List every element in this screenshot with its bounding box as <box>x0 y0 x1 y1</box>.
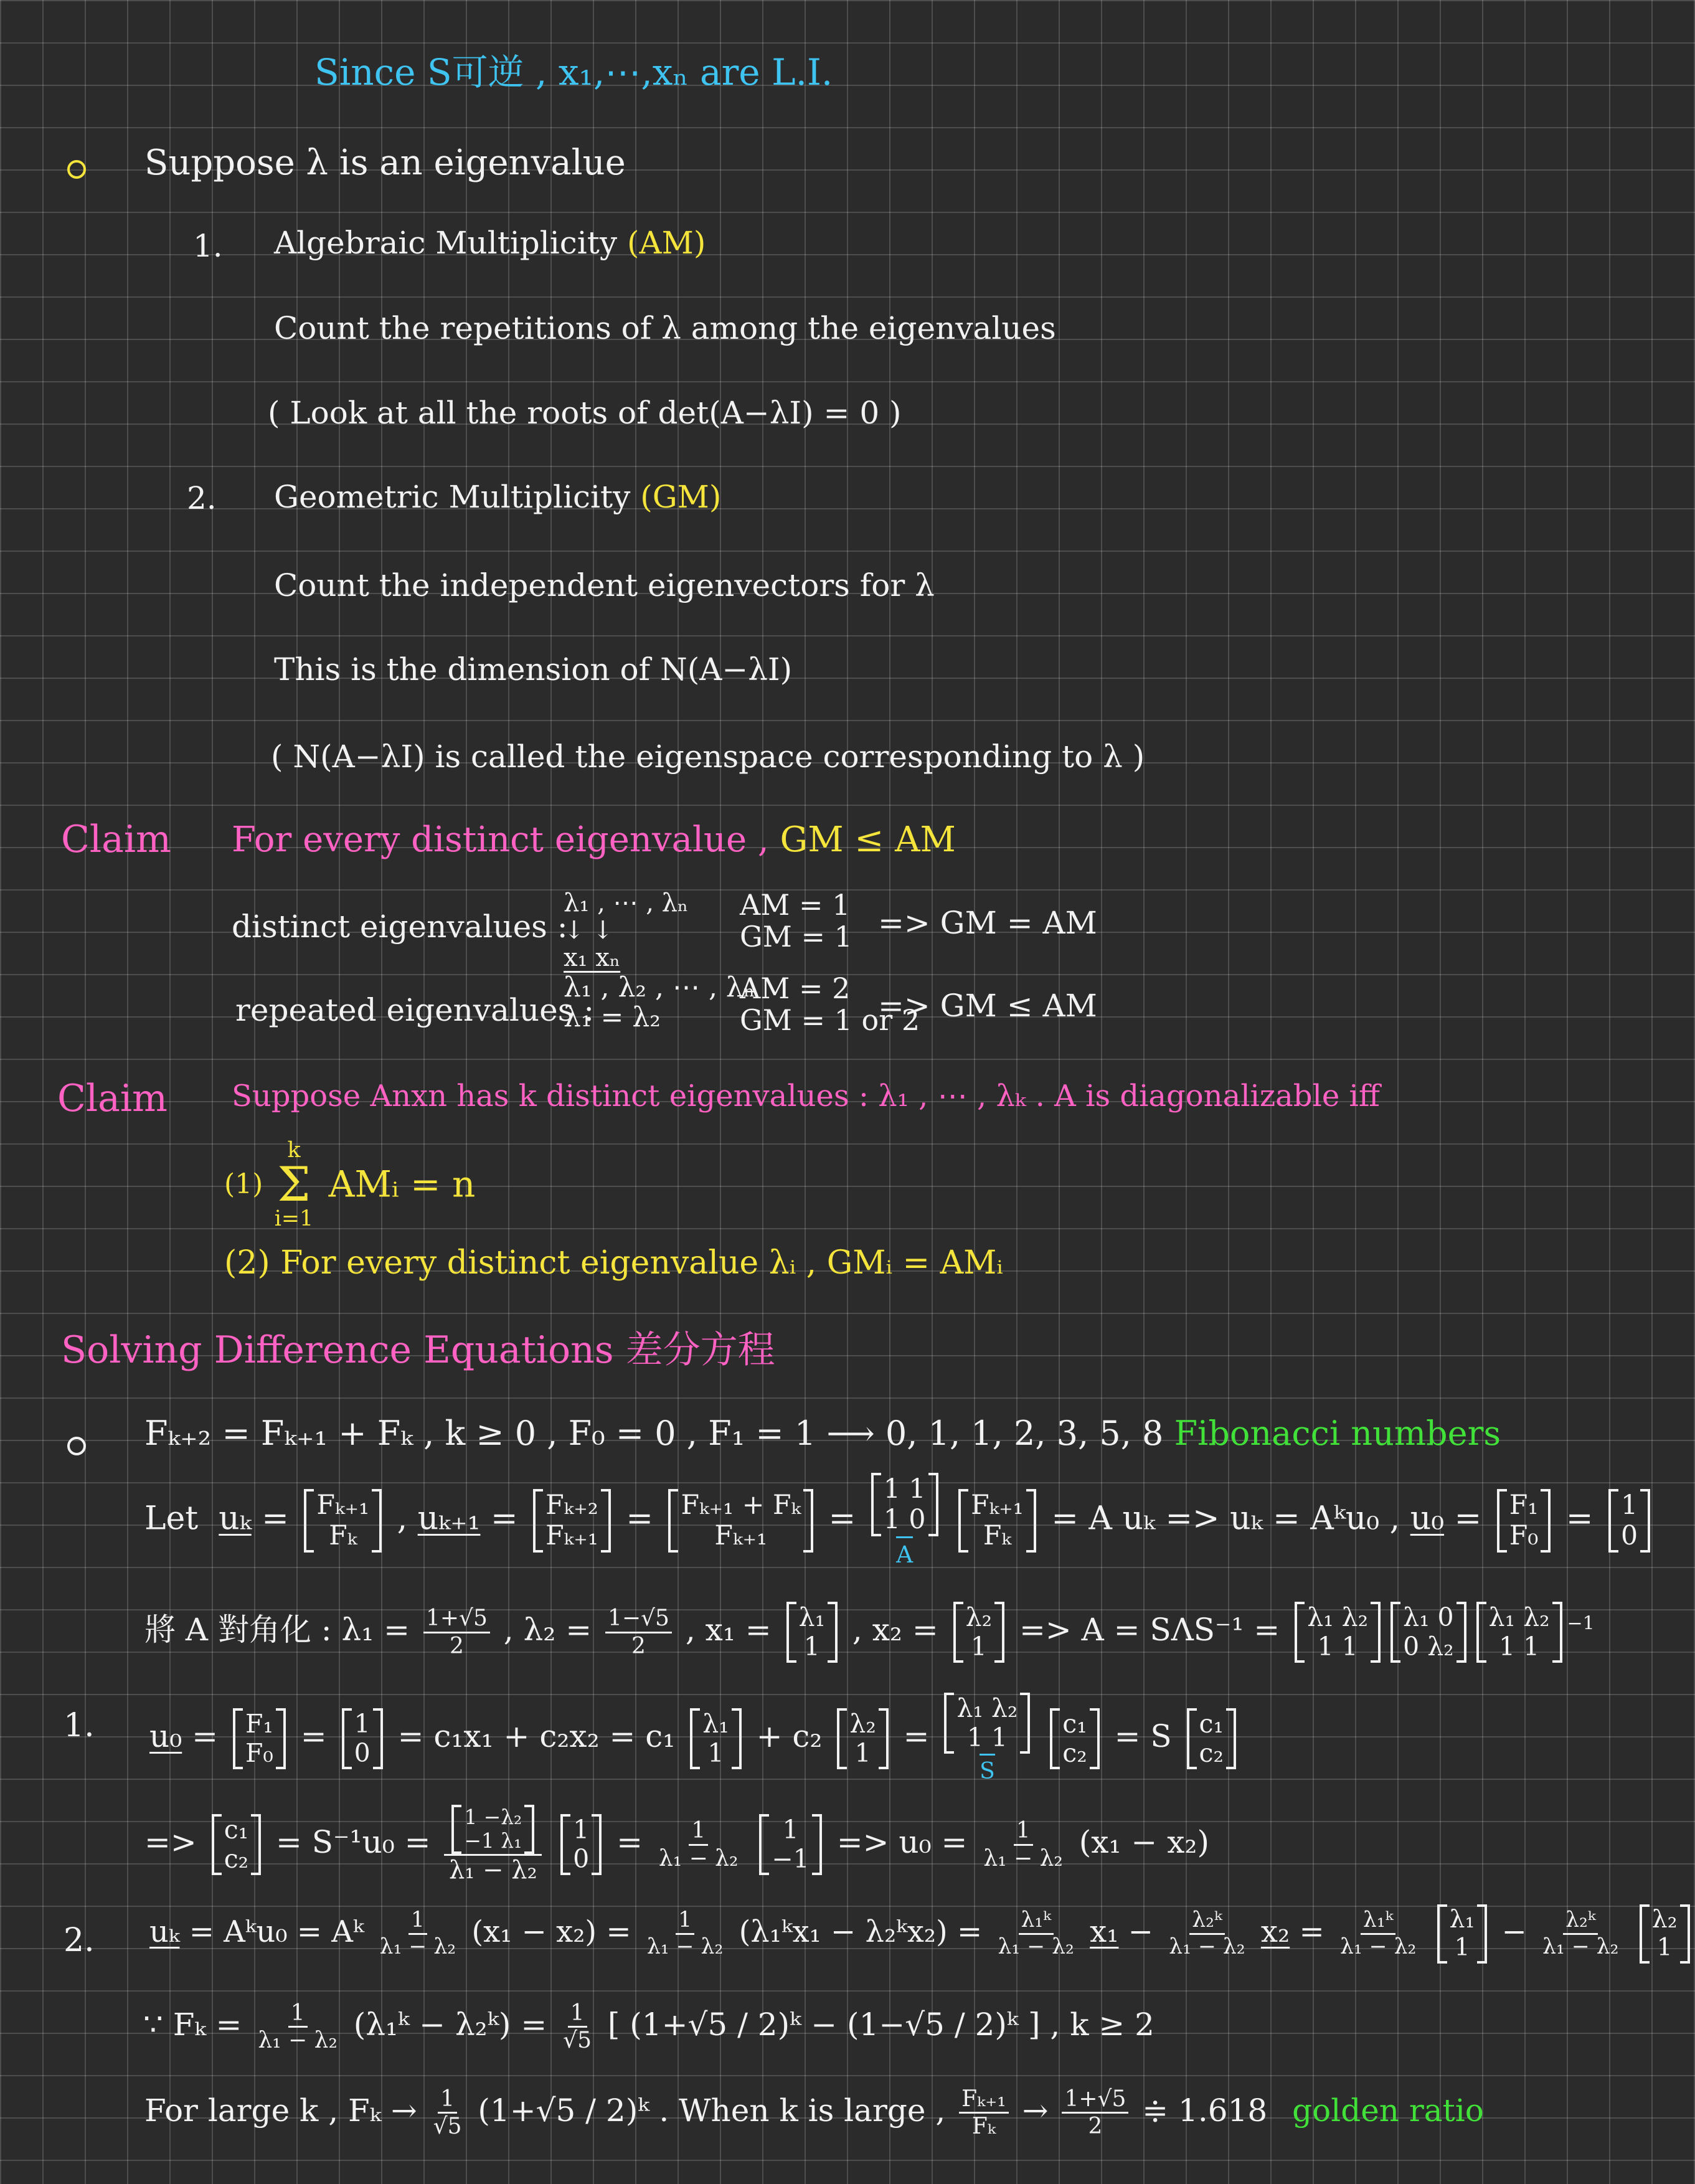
let-line: Let uₖ = Fₖ₊₁ Fₖ , uₖ₊₁ = Fₖ₊₂ Fₖ₊₁ = Fₖ₊₁ + Fₖ Fₖ₊₁ = 1 1 1 0 A Fₖ₊₁ Fₖ = A uₖ => uₖ = Aᵏu₀ , u₀ = F₁ F₀ = 1 0 <box>144 1473 1655 1569</box>
distinct-label: distinct eigenvalues : <box>232 909 568 945</box>
u0-symbol: u₀ <box>1410 1500 1445 1538</box>
gm-desc: Count the independent eigenvectors for λ <box>274 567 935 603</box>
claim2-text: Suppose Anxn has k distinct eigenvalues : λ₁ , ⋯ , λₖ . A is diagonalizable iff <box>232 1079 1380 1113</box>
claim1-label: Claim <box>61 818 171 861</box>
bullet-icon <box>67 149 86 187</box>
S-labeled: λ₁ λ₂ 1 1 S <box>939 1693 1035 1785</box>
large-k-line: For large k , Fₖ → $\frac{1}{√5}$ (1+√5 / 2)ᵏ . When k is large , $\frac{\text{Fₖ₊₁}}{\text{Fₖ}}$ → $\frac{1+√5}{2}$ ≑ 1.618 golden ratio <box>144 2086 1484 2140</box>
step1-line: u₀ = F₁ F₀ = 1 0 = c₁x₁ + c₂x₂ = c₁ λ₁ 1 + c₂ λ₂ 1 = λ₁ λ₂ 1 1 S c₁ c₂ = S c₁ c₂ <box>149 1693 1241 1785</box>
golden-label: golden ratio <box>1292 2092 1484 2129</box>
distinct-arrows: ↓ ↓ <box>564 916 613 945</box>
distinct-am: AM = 1 <box>740 888 851 922</box>
repeated-gm: GM = 1 or 2 <box>740 1003 920 1037</box>
S-inv-matrix: λ₁ λ₂ 1 1 <box>1476 1602 1562 1663</box>
uk-matrix: Fₖ₊₁ Fₖ <box>304 1489 382 1553</box>
auk: = A uₖ <box>1051 1500 1155 1538</box>
uk-eq: => uₖ = Aᵏu₀ <box>1165 1500 1380 1538</box>
step2-num: 2. <box>64 1922 95 1959</box>
gm-number: 2. <box>187 480 217 516</box>
am-heading <box>274 224 706 262</box>
u0-values: 1 0 <box>1608 1489 1650 1553</box>
distinct-eigs: λ₁ , ⋯ , λₙ <box>564 889 689 917</box>
S-matrix: λ₁ λ₂ 1 1 <box>1295 1602 1381 1663</box>
uk1-symbol: uₖ₊₁ <box>417 1500 481 1538</box>
am-title: Algebraic Multiplicity <box>274 225 618 261</box>
A-matrix-labeled: 1 1 1 0 A <box>866 1473 943 1569</box>
fib-eq: Fₖ₊₂ = Fₖ₊₁ + Fₖ , k ≥ 0 , F₀ = 0 , F₁ = 1 ⟶ 0, 1, 1, 2, 3, 5, 8 <box>144 1414 1164 1453</box>
repeated-label: repeated eigenvalues : <box>235 992 595 1028</box>
repeated-eq: λ₁ = λ₂ <box>564 1001 661 1034</box>
step1b-line: => c₁ c₂ = S⁻¹u₀ = 1 −λ₂ −1 λ₁ λ₁ − λ₂ 1 0 = $\frac{1}{\text{λ₁ − λ₂}}$ 1 −1 => u₀ = $\frac{1}{\text{λ₁ − λ₂}}$ (x₁ − x₂) <box>144 1805 1209 1885</box>
am-note: ( Look at all the roots of det(A−λI) = 0 ) <box>268 395 902 431</box>
gm-abbr: (GM) <box>640 479 722 515</box>
cond1-num: (1) <box>224 1168 263 1201</box>
claim2-cond2: (2) For every distinct eigenvalue λᵢ , GMᵢ = AMᵢ <box>224 1244 1003 1282</box>
claim2-label: Claim <box>57 1077 168 1120</box>
x1-vector: λ₁ 1 <box>786 1602 838 1663</box>
Lambda-matrix: λ₁ 0 0 λ₂ <box>1390 1602 1466 1663</box>
fib-line <box>144 1414 1501 1454</box>
fib-sum-matrix: Fₖ₊₁ + Fₖ Fₖ₊₁ <box>668 1489 813 1553</box>
am-abbr: (AM) <box>627 225 706 261</box>
S-label: S <box>980 1754 995 1785</box>
lambda2-frac: $\frac{1-√5}{2}$ <box>605 1605 672 1659</box>
am-number: 1. <box>193 228 223 264</box>
claim2-cond1 <box>224 1140 475 1230</box>
claim1-highlight: GM ≤ AM <box>780 820 956 860</box>
gm-title: Geometric Multiplicity <box>274 479 631 515</box>
step2-line: uₖ = Aᵏu₀ = Aᵏ $\frac{1}{\text{λ₁ − λ₂}}$ (x₁ − x₂) = $\frac{1}{\text{λ₁ − λ₂}}$ (λ₁ᵏx₁ − λ₂ᵏx₂) = $\frac{\text{λ₁ᵏ}}{\text{λ₁ − λ₂}}$ x₁ − $\frac{\text{λ₂ᵏ}}{\text{λ₁ − λ₂}}$ x₂ = $\frac{\text{λ₁ᵏ}}{\text{λ₁ − λ₂}}$ λ₁ 1 − $\frac{\text{λ₂ᵏ}}{\text{λ₁ − λ₂}}$ λ₂ 1 <box>149 1904 1695 1964</box>
since-line: Since S可逆 , x₁,⋯,xₙ are L.I. <box>314 51 833 93</box>
distinct-gm: GM = 1 <box>740 919 852 953</box>
difference-title: Solving Difference Equations 差分方程 <box>61 1328 775 1372</box>
fk-vector: Fₖ₊₁ Fₖ <box>958 1489 1036 1553</box>
bullet-icon-2 <box>67 1426 86 1463</box>
claim1-statement <box>232 819 956 861</box>
uk1-matrix: Fₖ₊₂ Fₖ₊₁ <box>533 1489 611 1553</box>
repeated-am: AM = 2 <box>740 971 851 1005</box>
uk-symbol: uₖ <box>219 1500 252 1538</box>
distinct-eigs-block <box>564 889 688 971</box>
distinct-vecs: x₁ xₙ <box>564 943 621 972</box>
repeated-result: => GM ≤ AM <box>878 988 1097 1024</box>
diag-line: 將 A 對角化 : λ₁ = $\frac{1+√5}{2}$ , λ₂ = $\frac{1-√5}{2}$ , x₁ = λ₁ 1 , x₂ = λ₂ 1 => A = SΛS⁻¹ = λ₁ λ₂ 1 1 λ₁ 0 0 λ₂ λ₁ λ₂ 1 1 $^{-1}$ <box>144 1602 1595 1663</box>
suppose-line: Suppose λ is an eigenvalue <box>144 143 626 183</box>
gm-dim: This is the dimension of N(A−λI) <box>274 651 793 688</box>
step1-num: 1. <box>64 1707 95 1744</box>
sum-symbol: k Σ i=1 <box>274 1138 314 1232</box>
am-desc: Count the repetitions of λ among the eigenvalues <box>274 310 1056 346</box>
cond1-expr: AMᵢ = n <box>328 1163 476 1206</box>
fib-label: Fibonacci numbers <box>1174 1414 1501 1453</box>
because-line: ∵ Fₖ = $\frac{1}{\text{λ₁ − λ₂}}$ (λ₁ᵏ − λ₂ᵏ) = $\frac{1}{√5}$ [ (1+√5 / 2)ᵏ − (1−√5 / 2)ᵏ ] , k ≥ 2 <box>143 2000 1154 2054</box>
x2-vector: λ₂ 1 <box>953 1602 1004 1663</box>
A-label: A <box>896 1536 913 1569</box>
gm-heading <box>274 478 721 516</box>
repeated-eigs: λ₁ , λ₂ , ⋯ , λₙ <box>564 971 755 1003</box>
distinct-am-gm <box>740 889 852 952</box>
claim1-text: For every distinct eigenvalue , <box>232 820 769 860</box>
distinct-result: => GM = AM <box>878 905 1097 941</box>
lambda1-frac: $\frac{1+√5}{2}$ <box>423 1605 490 1659</box>
gm-note: ( N(A−λI) is called the eigenspace corresponding to λ ) <box>271 739 1145 775</box>
u0-matrix: F₁ F₀ <box>1497 1489 1551 1553</box>
S-inverse-frac: 1 −λ₂ −1 λ₁ λ₁ − λ₂ <box>444 1805 542 1884</box>
repeated-eigs-block <box>564 973 755 1033</box>
